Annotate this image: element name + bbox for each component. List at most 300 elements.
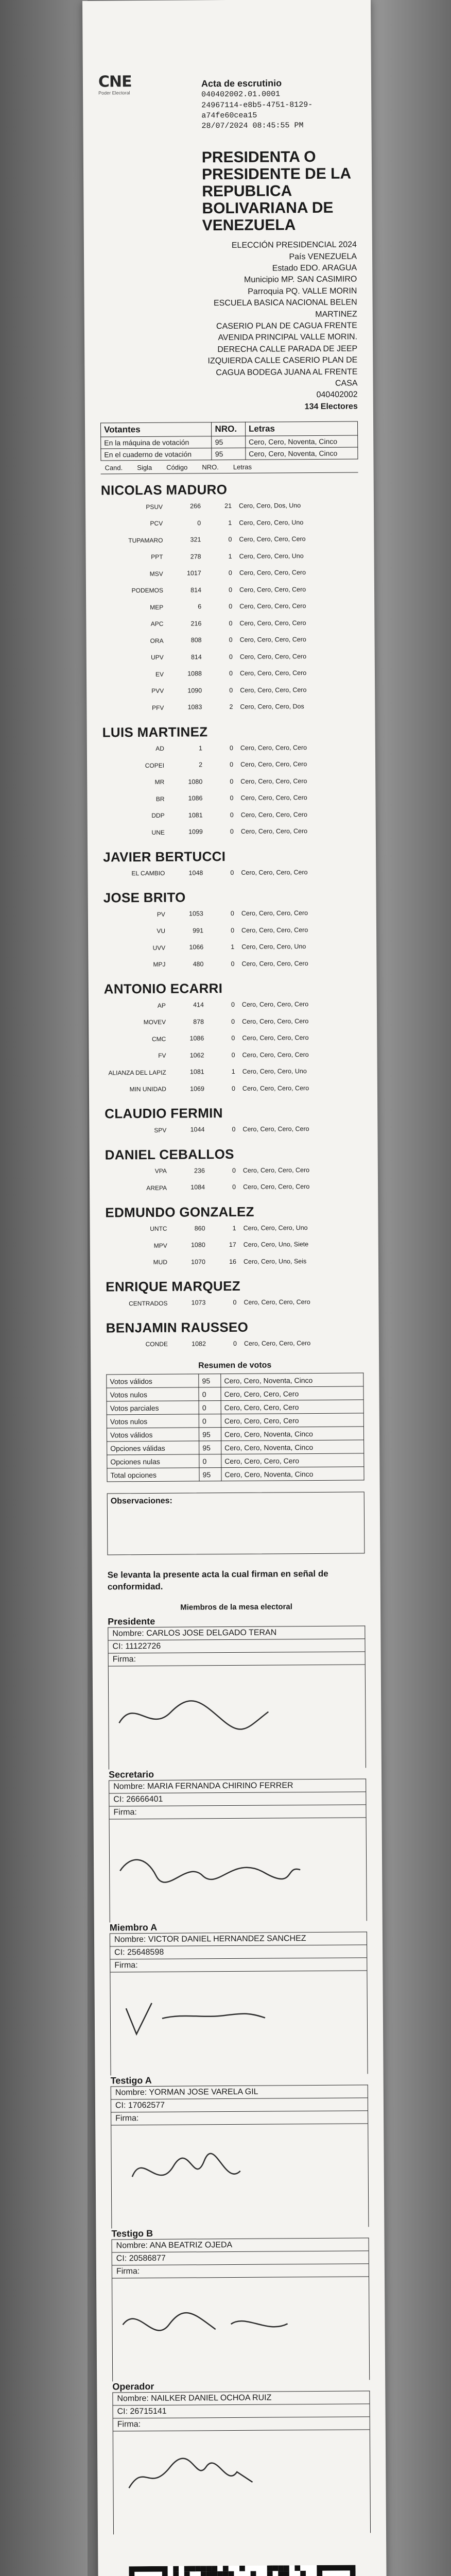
vote-cell: ORA: [150, 637, 164, 645]
resumen-cell: 0: [199, 1454, 221, 1468]
vote-cell: 0: [232, 1183, 236, 1191]
candidate-vote-row: [101, 631, 359, 650]
vote-cell: VPA: [154, 1167, 167, 1175]
qr-code-image: [129, 2565, 357, 2576]
member-firma-label: Firma:: [109, 1652, 365, 1667]
vote-cell: MUD: [153, 1258, 168, 1266]
member-ci: CI: 17062577: [111, 2098, 368, 2113]
vote-cell: Cero, Cero, Cero, Cero: [242, 1050, 309, 1059]
resumen-cell: Votos nulos: [107, 1414, 199, 1428]
candidate-vote-row: [101, 581, 359, 599]
cne-logo-subtitle: Poder Electoral: [98, 90, 130, 96]
vote-cell: Cero, Cero, Cero, Cero: [244, 1298, 310, 1307]
candidate-vote-row: [102, 698, 359, 717]
members-list: [108, 1615, 371, 2535]
candidate-vote-row: [102, 739, 360, 757]
member-signature-area: [110, 1971, 367, 2076]
location-codigo: 040402002: [316, 390, 358, 400]
resumen-row: [107, 1413, 363, 1428]
vote-cell: 16: [229, 1258, 237, 1265]
vote-cell: Cero, Cero, Uno, Seis: [243, 1257, 307, 1265]
vote-cell: COPEI: [145, 761, 165, 769]
vote-cell: Cero, Cero, Cero, Dos: [240, 703, 304, 711]
vote-cell: Cero, Cero, Cero, Cero: [240, 827, 308, 836]
vote-cell: Cero, Cero, Cero, Cero: [242, 1084, 309, 1092]
candidate-vote-row: [104, 996, 361, 1014]
vote-cell: 0: [230, 761, 234, 769]
acta-code: 040402002.01.0001: [201, 90, 281, 99]
vote-cell: AP: [157, 1002, 166, 1009]
vote-cell: Cero, Cero, Cero, Uno: [239, 518, 304, 527]
vote-cell: 1048: [188, 869, 203, 877]
vote-cell: 0: [230, 828, 234, 836]
vote-cell: 0: [230, 777, 234, 785]
vote-cell: 1017: [186, 569, 201, 577]
vote-cell: 1090: [187, 687, 202, 694]
acta-meta: [201, 76, 358, 413]
vote-cell: 1086: [188, 794, 203, 802]
vote-cell: 0: [233, 1340, 237, 1347]
vote-cell: UPV: [151, 653, 164, 662]
resumen-cell: Cero, Cero, Noventa, Cinco: [221, 1373, 363, 1387]
vote-cell: 1099: [188, 828, 203, 836]
resumen-cell: 95: [199, 1428, 221, 1441]
vote-cell: 0: [229, 636, 233, 644]
vote-cell: Cero, Cero, Cero, Cero: [241, 1001, 309, 1009]
resumen-row: [107, 1427, 363, 1442]
vote-cell: 1053: [188, 910, 203, 918]
vote-cell: DDP: [151, 811, 165, 820]
candidate-vote-row: [106, 1252, 363, 1271]
member-block: [110, 1932, 368, 2076]
signature-scribble: [115, 1834, 311, 1902]
observaciones-box: [107, 1492, 365, 1555]
resumen-cell: 0: [199, 1401, 221, 1414]
vote-cell: 1070: [191, 1258, 206, 1266]
signature-scribble: [117, 2293, 314, 2361]
candidate-vote-row: [102, 789, 360, 808]
vote-cell: CONDE: [145, 1340, 168, 1348]
member-block: [111, 2085, 369, 2229]
acta-title: Acta de escrutinio: [201, 78, 282, 89]
vote-cell: 991: [193, 927, 204, 935]
cne-logo: [98, 73, 146, 114]
candidate-vote-row: [101, 547, 359, 566]
member-ci: CI: 25648598: [110, 1945, 367, 1960]
signature-scribble: [118, 2446, 315, 2514]
member-role: Testigo A: [110, 2075, 152, 2086]
vote-cell: 814: [190, 586, 202, 594]
vote-cell: PVV: [151, 687, 164, 695]
vote-cell: EV: [155, 670, 164, 678]
vote-cell: MOVEV: [143, 1018, 166, 1026]
vote-cell: 480: [193, 960, 204, 968]
vote-cell: 1: [228, 552, 232, 560]
vote-cell: 0: [231, 1051, 235, 1059]
acta-receipt: [82, 0, 392, 2576]
candidate-vote-row: [103, 955, 361, 973]
vote-cell: EL CAMBIO: [131, 869, 165, 877]
vote-cell: PPT: [151, 553, 163, 561]
member-name: Nombre: ANA BEATRIZ OJEDA: [112, 2239, 369, 2253]
vote-cell: 278: [190, 553, 201, 561]
member-name: Nombre: MARIA FERNANDA CHIRINO FERRER: [109, 1780, 366, 1794]
vote-cell: Cero, Cero, Cero, Cero: [240, 743, 307, 752]
vote-cell: CMC: [151, 1035, 166, 1043]
candidate-vote-row: [103, 938, 361, 957]
member-block: [112, 2238, 370, 2382]
vote-cell: 0: [228, 586, 233, 594]
candidate-vote-row: [106, 1236, 363, 1255]
vote-cell: TUPAMARO: [128, 536, 163, 544]
member-role: Presidente: [108, 1616, 155, 1627]
vote-cell: Cero, Cero, Cero, Cero: [239, 585, 306, 594]
conformidad-text: Se levanta la presente acta la cual firman en señal de conformidad.: [107, 1569, 328, 1592]
candidate-vote-row: [106, 1294, 363, 1312]
vote-cell: Cero, Cero, Cero, Cero: [244, 1339, 311, 1347]
location-municipio: Municipio MP. SAN CASIMIRO: [244, 275, 357, 285]
vote-cell: MSV: [149, 570, 163, 578]
vote-cell: Cero, Cero, Cero, Cero: [242, 1125, 309, 1133]
vote-cell: 236: [194, 1167, 205, 1175]
location-centro: ESCUELA BASICA NACIONAL BELEN MARTINEZ: [213, 298, 357, 319]
vote-cell: 6: [198, 603, 202, 611]
vote-cell: 0: [229, 619, 233, 627]
location-pais: País VENEZUELA: [289, 252, 357, 261]
resumen-cell: Cero, Cero, Cero, Cero: [221, 1386, 363, 1401]
resumen-title: Resumen de votos: [198, 1361, 272, 1370]
election-name: ELECCIÓN PRESIDENCIAL 2024: [231, 240, 357, 250]
vote-cell: 0: [229, 603, 233, 611]
candidate-vote-row: [102, 665, 359, 683]
vote-cell: 1069: [190, 1085, 204, 1093]
vote-cell: 1062: [189, 1052, 204, 1059]
vote-cell: 1080: [190, 1241, 205, 1249]
vote-cell: Cero, Cero, Cero, Cero: [240, 794, 307, 802]
vote-cell: AD: [155, 744, 164, 752]
votantes-row: En la máquina de votación 95 Cero, Cero, Noventa, Cinco: [101, 435, 358, 449]
votantes-row: En el cuaderno de votación 95 Cero, Cero, Noventa, Cinco: [101, 447, 358, 461]
candidate-vote-row: [104, 1046, 361, 1064]
vote-cell: 1083: [187, 703, 202, 711]
vote-cell: 0: [232, 1126, 236, 1133]
vote-cell: Cero, Cero, Cero, Cero: [241, 926, 308, 934]
resumen-row: [107, 1467, 364, 1482]
vote-cell: 0: [231, 1018, 235, 1025]
resumen-table: [106, 1373, 364, 1482]
vote-cell: Cero, Cero, Cero, Cero: [239, 602, 306, 611]
vote-cell: Cero, Cero, Uno, Siete: [243, 1241, 309, 1249]
vote-cell: 414: [193, 1001, 204, 1009]
resumen-cell: 95: [199, 1374, 221, 1387]
candidate-vote-row: [104, 1029, 361, 1048]
resumen-cell: Cero, Cero, Cero, Cero: [221, 1413, 363, 1428]
vote-cell: 1: [228, 519, 232, 527]
signature-scribble: [116, 1987, 312, 2055]
resumen-row: [107, 1440, 364, 1455]
electores-count: 134 Electores: [304, 402, 358, 411]
resumen-cell: Cero, Cero, Noventa, Cinco: [221, 1427, 363, 1441]
vote-cell: AREPA: [146, 1184, 167, 1192]
member-ci: CI: 20586877: [112, 2251, 369, 2266]
vote-cell: 0: [231, 926, 235, 934]
candidate-vote-row: [102, 756, 360, 774]
vote-cell: 1: [232, 1224, 236, 1232]
vote-cell: 0: [230, 910, 234, 918]
vote-cell: 1088: [187, 670, 202, 677]
vote-cell: 1: [231, 1068, 235, 1076]
member-firma-label: Firma:: [110, 1958, 367, 1973]
vote-cell: 0: [230, 869, 234, 876]
vote-cell: Cero, Cero, Cero, Cero: [239, 569, 306, 577]
member-role: Secretario: [108, 1769, 154, 1780]
resumen-cell: 95: [199, 1468, 221, 1481]
candidates-list: [101, 481, 363, 1353]
vote-cell: Cero, Cero, Cero, Cero: [242, 1017, 309, 1025]
vote-cell: Cero, Cero, Cero, Cero: [240, 777, 307, 785]
resumen-cell: 0: [199, 1414, 221, 1428]
vote-cell: Cero, Cero, Cero, Cero: [239, 619, 306, 627]
member-ci: CI: 26666401: [109, 1792, 366, 1807]
member-signature-area: [110, 1818, 367, 1923]
candidate-name: ANTONIO ECARRI: [103, 980, 223, 997]
vote-cell: Cero, Cero, Cero, Cero: [241, 909, 308, 918]
candidate-vote-row: [101, 531, 358, 549]
resumen-row: [107, 1386, 363, 1401]
vote-cell: 0: [228, 569, 232, 577]
resumen-cell: Votos parciales: [107, 1401, 199, 1415]
member-block: [109, 1779, 367, 1923]
vote-cell: 860: [194, 1225, 205, 1232]
vote-cell: 17: [229, 1241, 236, 1249]
vote-cell: Cero, Cero, Dos, Uno: [238, 502, 301, 510]
resumen-cell: Cero, Cero, Cero, Cero: [221, 1400, 363, 1414]
candidate-vote-row: [105, 1121, 362, 1139]
vote-cell: 0: [197, 519, 201, 527]
candidate-vote-row: [102, 648, 359, 666]
vote-cell: VU: [157, 927, 166, 935]
vote-cell: 2: [199, 761, 203, 769]
member-block: [108, 1626, 366, 1770]
vote-cell: MPJ: [153, 960, 166, 969]
vote-cell: 266: [190, 502, 201, 510]
candidate-vote-row: [103, 905, 361, 923]
member-role: Miembro A: [109, 1922, 158, 1933]
candidate-vote-row: [101, 598, 359, 616]
resumen-cell: Votos nulos: [107, 1387, 199, 1401]
member-role: Testigo B: [111, 2228, 153, 2239]
vote-cell: 1073: [191, 1299, 206, 1307]
vote-cell: Cero, Cero, Cero, Uno: [239, 552, 304, 560]
resumen-cell: Votos válidos: [107, 1374, 199, 1388]
resumen-cell: Total opciones: [107, 1468, 199, 1482]
resumen-row: [107, 1400, 363, 1415]
vote-cell: 0: [230, 794, 234, 802]
vote-cell: 216: [190, 620, 202, 628]
candidate-name: ENRIQUE MARQUEZ: [106, 1278, 240, 1295]
votes-column-headers: Cand. Sigla Código NRO. Letras: [100, 460, 358, 474]
vote-cell: MPV: [153, 1242, 167, 1249]
vote-cell: 0: [229, 744, 233, 752]
vote-cell: PODEMOS: [131, 586, 164, 595]
miembros-title: Miembros de la mesa electoral: [180, 1602, 292, 1612]
vote-cell: 1080: [188, 778, 203, 786]
vote-cell: APC: [150, 620, 164, 628]
vote-cell: Cero, Cero, Cero, Uno: [243, 1224, 308, 1232]
member-name: Nombre: YORMAN JOSE VARELA GIL: [111, 2086, 368, 2100]
vote-cell: 814: [190, 653, 202, 661]
vote-cell: 0: [229, 670, 233, 677]
vote-cell: 0: [231, 1035, 235, 1042]
vote-cell: Cero, Cero, Cero, Cero: [242, 1166, 310, 1174]
vote-cell: Cero, Cero, Cero, Cero: [240, 760, 307, 769]
vote-cell: 1044: [190, 1126, 205, 1133]
vote-cell: 0: [230, 811, 234, 819]
member-name: Nombre: VICTOR DANIEL HERNANDEZ SANCHEZ: [110, 1933, 367, 1947]
vote-cell: 321: [190, 536, 201, 544]
vote-cell: 1084: [190, 1183, 205, 1191]
votantes-header-votantes: Votantes: [101, 422, 212, 437]
vote-cell: 0: [231, 1001, 235, 1009]
vote-cell: 1082: [192, 1340, 206, 1348]
vote-cell: MIN UNIDAD: [129, 1085, 166, 1093]
signature-scribble: [114, 1681, 310, 1749]
vote-cell: UNE: [151, 828, 165, 836]
member-block: [112, 2391, 371, 2535]
candidate-vote-row: [105, 1161, 362, 1180]
signature-scribble: [116, 2140, 313, 2208]
member-firma-label: Firma:: [113, 2417, 370, 2432]
vote-cell: 878: [193, 1018, 204, 1026]
vote-cell: Cero, Cero, Cero, Cero: [241, 868, 308, 876]
location-direccion: CASERIO PLAN DE CAGUA FRENTE AVENIDA PRINCIPAL VALLE MORIN. DERECHA CALLE PARADA DE JEEP IZQUIERDA CALLE CASERIO PLAN DE CAGUA BODEGA JUANA AL FRENTE CASA: [207, 321, 358, 388]
background-left: [0, 0, 88, 2576]
member-firma-label: Firma:: [111, 2111, 368, 2126]
votantes-table: [100, 421, 358, 461]
vote-cell: Cero, Cero, Cero, Cero: [240, 810, 307, 819]
resumen-cell: Cero, Cero, Noventa, Cinco: [221, 1467, 364, 1481]
vote-cell: 0: [228, 536, 232, 544]
resumen-row: [107, 1453, 364, 1468]
vote-cell: 1: [231, 943, 235, 951]
vote-cell: FV: [158, 1052, 166, 1059]
member-name: Nombre: NAILKER DANIEL OCHOA RUIZ: [113, 2392, 369, 2406]
resumen-cell: 95: [199, 1441, 221, 1454]
candidate-vote-row: [105, 1063, 362, 1081]
qr-code: [129, 2565, 357, 2576]
member-name: Nombre: CARLOS JOSE DELGADO TERAN: [108, 1626, 365, 1641]
resumen-cell: Opciones válidas: [107, 1441, 199, 1455]
vote-cell: 1: [198, 744, 202, 752]
candidate-name: JAVIER BERTUCCI: [103, 848, 226, 865]
candidate-vote-row: [103, 806, 360, 824]
vote-cell: Cero, Cero, Cero, Cero: [240, 686, 307, 694]
resumen-cell: Cero, Cero, Noventa, Cinco: [221, 1440, 364, 1454]
member-signature-area: [112, 2277, 369, 2382]
resumen-cell: Votos válidos: [107, 1428, 199, 1442]
vote-cell: 0: [231, 1084, 235, 1092]
vote-cell: 0: [233, 1299, 237, 1307]
vote-cell: PSUV: [146, 503, 163, 511]
candidate-vote-row: [101, 564, 359, 583]
vote-cell: 0: [229, 653, 233, 660]
candidate-name: NICOLAS MADURO: [100, 482, 228, 498]
vote-cell: BR: [155, 795, 165, 803]
candidate-vote-row: [101, 614, 359, 633]
vote-cell: Cero, Cero, Cero, Cero: [243, 1183, 310, 1191]
vote-cell: MEP: [150, 603, 164, 611]
vote-cell: 1086: [189, 1035, 204, 1042]
votantes-header-letras: Letras: [245, 421, 357, 436]
vote-cell: 0: [231, 960, 235, 968]
member-firma-label: Firma:: [112, 2264, 369, 2279]
candidate-vote-row: [101, 514, 358, 532]
resumen-cell: Cero, Cero, Cero, Cero: [221, 1453, 364, 1468]
candidate-vote-row: [106, 1334, 363, 1353]
candidate-vote-row: [103, 863, 360, 882]
candidate-name: EDMUNDO GONZALEZ: [105, 1204, 254, 1221]
member-ci: CI: 26715141: [113, 2404, 370, 2419]
candidate-name: CLAUDIO FERMIN: [105, 1105, 223, 1122]
vote-cell: UNTC: [150, 1225, 167, 1233]
vote-cell: 21: [224, 502, 232, 510]
acta-datetime: 28/07/2024 08:45:55 PM: [201, 121, 304, 131]
resumen-cell: 0: [199, 1387, 221, 1401]
candidate-vote-row: [105, 1178, 362, 1197]
acta-id-1: 24967114-e8b5-4751-8129-: [201, 100, 313, 110]
resumen-cell: Opciones nulas: [107, 1454, 199, 1468]
votantes-header-nro: NRO.: [212, 422, 246, 436]
candidate-name: LUIS MARTINEZ: [102, 724, 208, 740]
observaciones-label: Observaciones:: [110, 1497, 172, 1506]
vote-cell: 0: [232, 1166, 236, 1174]
acta-header: [98, 0, 358, 414]
vote-cell: 1081: [189, 1068, 204, 1076]
member-firma-label: Firma:: [109, 1805, 366, 1820]
vote-cell: 2: [229, 703, 233, 711]
candidate-name: BENJAMIN RAUSSEO: [106, 1319, 249, 1336]
vote-cell: ALIANZA DEL LAPIZ: [108, 1069, 166, 1077]
cne-logo-mark: CNE: [98, 73, 132, 91]
vote-cell: PV: [157, 910, 165, 918]
vote-cell: Cero, Cero, Cero, Cero: [239, 669, 307, 677]
vote-cell: 0: [229, 686, 233, 694]
vote-cell: MR: [154, 778, 165, 786]
vote-cell: 1081: [188, 811, 203, 819]
vote-cell: PFV: [152, 704, 164, 711]
candidate-vote-row: [105, 1219, 362, 1238]
candidate-vote-row: [104, 1012, 361, 1031]
location-parroquia: Parroquia PQ. VALLE MORIN: [248, 286, 357, 296]
vote-cell: CENTRADOS: [129, 1299, 168, 1307]
candidate-vote-row: [105, 1079, 362, 1098]
member-signature-area: [109, 1665, 366, 1770]
vote-cell: Cero, Cero, Cero, Cero: [239, 535, 306, 544]
candidate-vote-row: [101, 497, 358, 516]
vote-cell: UVV: [152, 944, 166, 952]
member-ci: CI: 11122726: [108, 1639, 365, 1654]
resumen-row: [107, 1373, 363, 1388]
member-signature-area: [111, 2124, 368, 2229]
acta-id-2: a74fe60cea15: [201, 111, 257, 121]
candidate-vote-row: [103, 921, 361, 940]
vote-cell: PCV: [150, 519, 163, 528]
candidate-vote-row: [102, 772, 360, 791]
candidate-name: DANIEL CEBALLOS: [105, 1146, 234, 1163]
vote-cell: Cero, Cero, Cero, Cero: [242, 1034, 309, 1042]
vote-cell: Cero, Cero, Cero, Cero: [239, 652, 307, 660]
vote-cell: 1066: [189, 943, 204, 951]
